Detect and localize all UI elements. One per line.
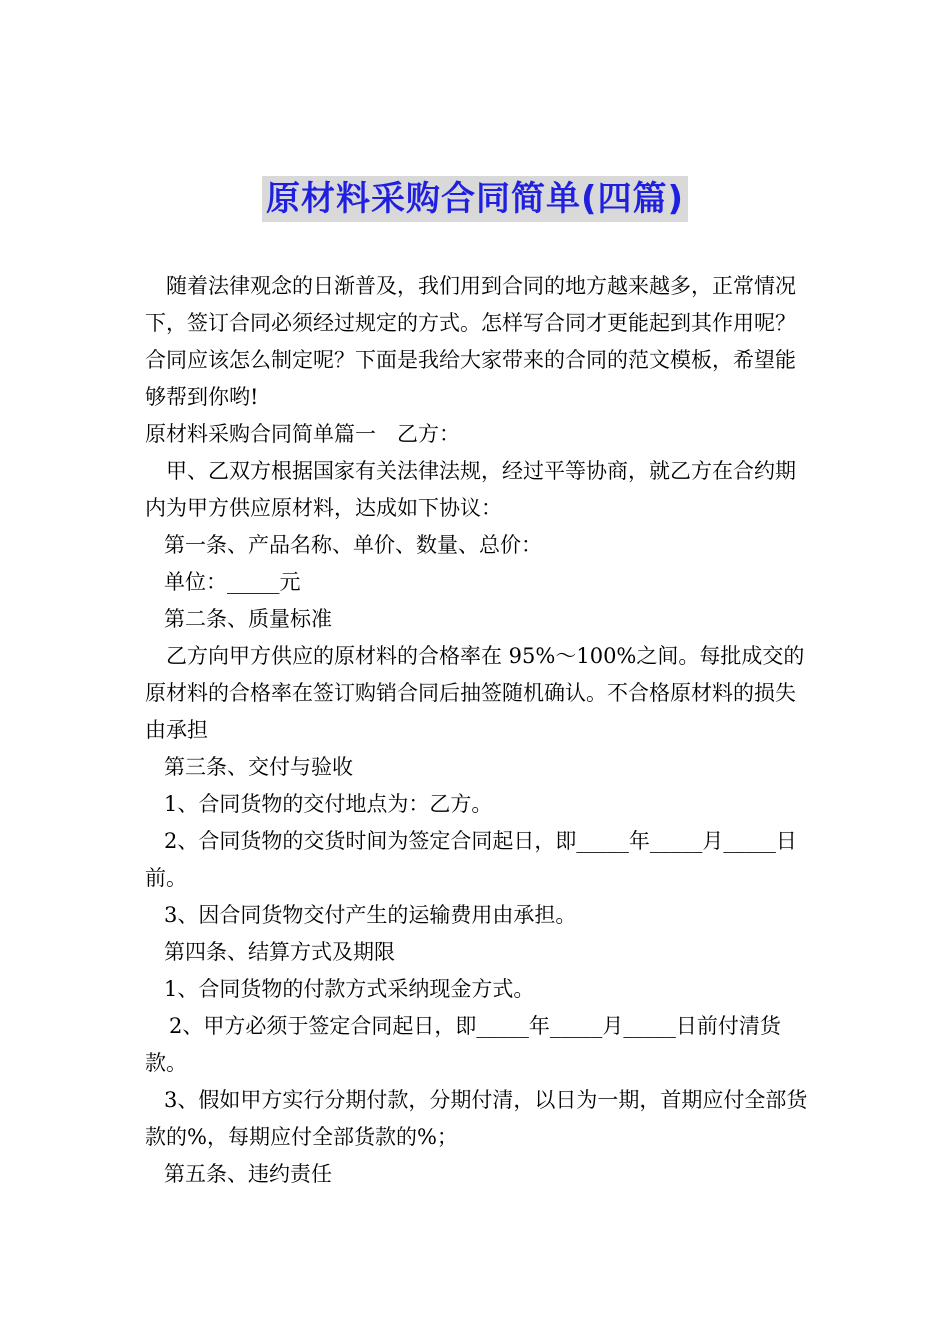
delivery-item-2: 2、合同货物的交货时间为签定合同起日，即_____年_____月_____日前。	[145, 829, 797, 890]
article-4-heading: 第四条、结算方式及期限	[164, 940, 395, 964]
payment-item-3: 3、假如甲方实行分期付款，分期付清，以日为一期，首期应付全部货款的%，每期应付全部货款的%；	[145, 1088, 808, 1149]
quality-paragraph: 乙方向甲方供应的原材料的合格率在 95%～100%之间。每批成交的原材料的合格率在签订购销合同后抽签随机确认。不合格原材料的损失由承担	[145, 644, 805, 742]
delivery-item-1: 1、合同货物的交付地点为：乙方。	[164, 792, 493, 816]
article-3-heading: 第三条、交付与验收	[164, 755, 353, 779]
payment-item-2: 2、甲方必须于签定合同起日，即_____年_____月_____日前付清货款。	[145, 1014, 781, 1075]
section-heading-1: 原材料采购合同简单篇一 乙方：	[145, 422, 460, 446]
article-1-heading: 第一条、产品名称、单价、数量、总价：	[164, 533, 542, 557]
agreement-paragraph: 甲、乙双方根据国家有关法律法规，经过平等协商，就乙方在合约期内为甲方供应原材料，达成如下协议：	[145, 459, 796, 520]
unit-line: 单位：_____元	[164, 570, 301, 594]
payment-item-1: 1、合同货物的付款方式采纳现金方式。	[164, 977, 535, 1001]
document-body	[145, 268, 810, 1193]
article-2-heading: 第二条、质量标准	[164, 607, 332, 631]
intro-paragraph: 随着法律观念的日渐普及，我们用到合同的地方越来越多，正常情况下，签订合同必须经过规定的方式。怎样写合同才更能起到其作用呢？合同应该怎么制定呢？下面是我给大家带来的合同的范文模板，希望能够帮到你哟!	[145, 274, 796, 409]
delivery-item-3: 3、因合同货物交付产生的运输费用由承担。	[164, 903, 577, 927]
article-5-heading: 第五条、违约责任	[164, 1162, 332, 1186]
document-title: 原材料采购合同简单(四篇)	[262, 176, 688, 222]
title-container	[0, 176, 950, 222]
